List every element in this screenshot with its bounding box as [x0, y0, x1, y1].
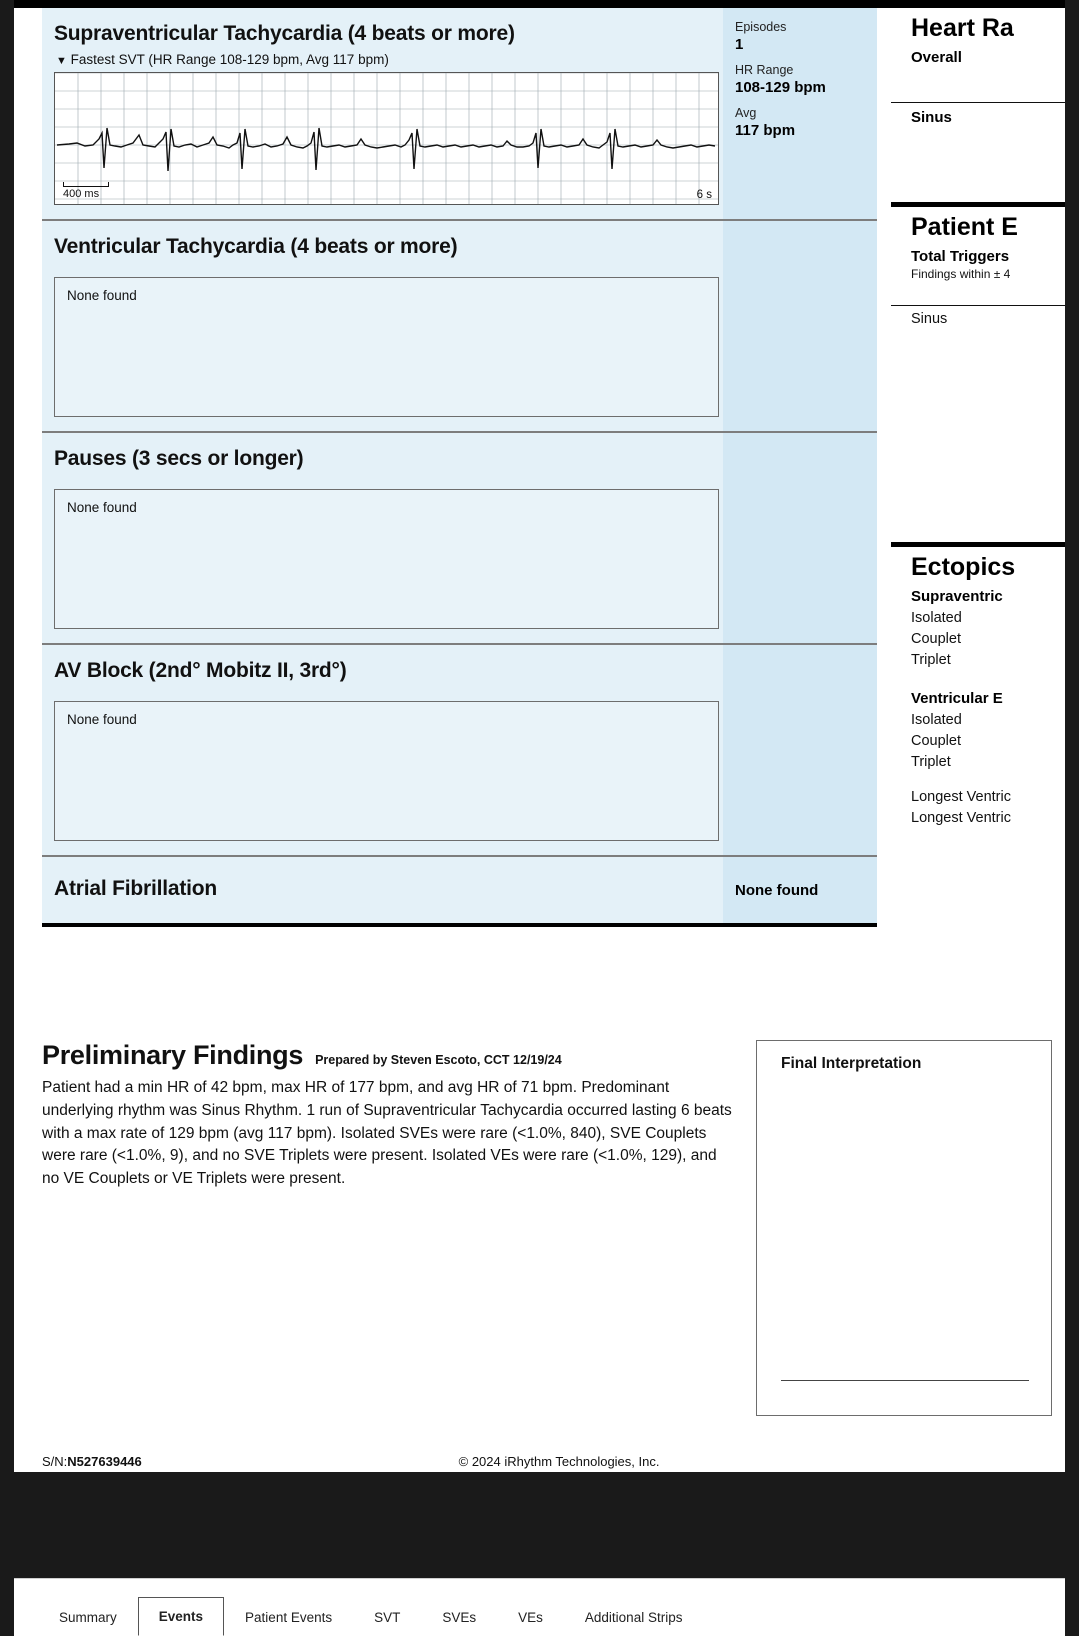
preliminary-findings-section	[42, 1040, 1052, 1191]
heart-rates-sinus-label: Sinus	[911, 109, 952, 126]
ve-couplet-label: Couplet	[911, 733, 961, 749]
report-tabbar	[14, 1578, 1065, 1636]
findings-window-note: Findings within ± 4	[911, 267, 1011, 281]
ecg-duration-label: 6 s	[696, 189, 712, 201]
report-sheet	[14, 0, 1065, 1472]
divider	[891, 305, 1065, 306]
event-block-av-block	[42, 645, 877, 857]
summary-column	[891, 8, 1065, 1036]
serial-number-value: N527639446	[67, 1454, 142, 1469]
serial-number	[42, 1454, 142, 1469]
sve-heading: Supraventric	[911, 588, 1003, 605]
stat-value-episodes: 1	[735, 36, 744, 53]
none-found-box: None found	[54, 701, 719, 841]
sve-isolated-label: Isolated	[911, 610, 962, 626]
heart-rates-overall-label: Overall	[911, 49, 962, 66]
sve-triplet-label: Triplet	[911, 652, 951, 668]
total-triggers-label: Total Triggers	[911, 248, 1010, 265]
longest-ventricular-label-2: Longest Ventric	[911, 810, 1011, 826]
event-block-pauses	[42, 433, 877, 645]
collapse-triangle-icon[interactable]: ▼	[56, 55, 67, 67]
findings-body: Patient had a min HR of 42 bpm, max HR of 177 bpm, and avg HR of 71 bpm. Predominant underlying rhythm was Sinus Rhythm. 1 run of Supraventricular Tachycardia occurred lasting 6 beats with a max rate of 129 bpm (avg 117 bpm). Isolated SVEs were rare (<1.0%, 840), SVE Couplets were rare (<1.0%, 9), and no SVE Triplets were present. Isolated VEs were rare (<1.0%, 129), and no VE Couplets or VE Triplets were present.	[42, 1079, 732, 1188]
patient-events-heading: Patient E	[911, 213, 1018, 241]
event-title: Ventricular Tachycardia (4 beats or more)	[54, 235, 458, 258]
event-side-stats-av-block	[723, 645, 877, 855]
events-column	[42, 8, 877, 927]
tab-sves[interactable]: SVEs	[442, 1610, 477, 1625]
sve-couplet-label: Couplet	[911, 631, 961, 647]
divider	[891, 102, 1065, 103]
findings-prepared-by: Prepared by Steven Escoto, CCT 12/19/24	[315, 1053, 562, 1067]
event-side-stats-vt	[723, 221, 877, 431]
final-interpretation-title: Final Interpretation	[781, 1055, 922, 1072]
tab-svt[interactable]: SVT	[374, 1610, 401, 1625]
signature-line	[781, 1380, 1029, 1381]
tab-ves[interactable]: VEs	[518, 1610, 543, 1625]
none-found-box: None found	[54, 277, 719, 417]
heart-rates-heading: Heart Ra	[911, 14, 1014, 42]
findings-title: Preliminary Findings	[42, 1040, 304, 1070]
ve-triplet-label: Triplet	[911, 754, 951, 770]
event-title: Supraventricular Tachycardia (4 beats or more)	[54, 22, 515, 45]
final-interpretation-box[interactable]	[756, 1040, 1052, 1416]
event-title: Atrial Fibrillation	[54, 877, 218, 900]
stat-label-avg: Avg	[735, 106, 757, 120]
tab-summary[interactable]: Summary	[59, 1610, 117, 1625]
ve-heading: Ventricular E	[911, 690, 1003, 707]
afib-value: None found	[735, 881, 819, 899]
event-side-stats-pauses	[723, 433, 877, 643]
tab-events[interactable]: Events	[138, 1597, 224, 1636]
divider	[891, 202, 1065, 207]
ve-isolated-label: Isolated	[911, 712, 962, 728]
stat-label-hr-range: HR Range	[735, 63, 794, 77]
stat-value-hr-range: 108-129 bpm	[735, 79, 826, 96]
event-block-svt	[42, 8, 877, 221]
strip-caption	[56, 52, 711, 67]
ecg-strip[interactable]	[54, 72, 719, 205]
ectopics-heading: Ectopics	[911, 553, 1016, 581]
event-side-stats-svt	[723, 8, 877, 219]
ecg-scale-label: 400 ms	[63, 188, 100, 200]
sheet-top-rule	[14, 0, 1065, 8]
event-block-atrial-fibrillation	[42, 857, 877, 927]
serial-number-label: S/N:	[42, 1454, 68, 1469]
patient-events-sinus-label: Sinus	[911, 311, 948, 327]
copyright-text: © 2024 iRhythm Technologies, Inc.	[458, 1454, 660, 1469]
none-found-box: None found	[54, 489, 719, 629]
longest-ventricular-label-1: Longest Ventric	[911, 789, 1011, 805]
stat-value-avg: 117 bpm	[735, 122, 796, 139]
stat-label-episodes: Episodes	[735, 20, 787, 34]
event-title: AV Block (2nd° Mobitz II, 3rd°)	[54, 659, 347, 682]
event-block-vt	[42, 221, 877, 433]
event-side-stats-afib	[723, 857, 877, 923]
ecg-scale	[63, 182, 109, 200]
tab-additional-strips[interactable]: Additional Strips	[584, 1610, 683, 1625]
ecg-scale-bar	[63, 182, 109, 187]
event-title: Pauses (3 secs or longer)	[54, 447, 304, 470]
divider	[891, 542, 1065, 547]
tab-patient-events[interactable]: Patient Events	[245, 1610, 333, 1625]
strip-caption-text: Fastest SVT (HR Range 108-129 bpm, Avg 117 bpm)	[70, 52, 389, 67]
